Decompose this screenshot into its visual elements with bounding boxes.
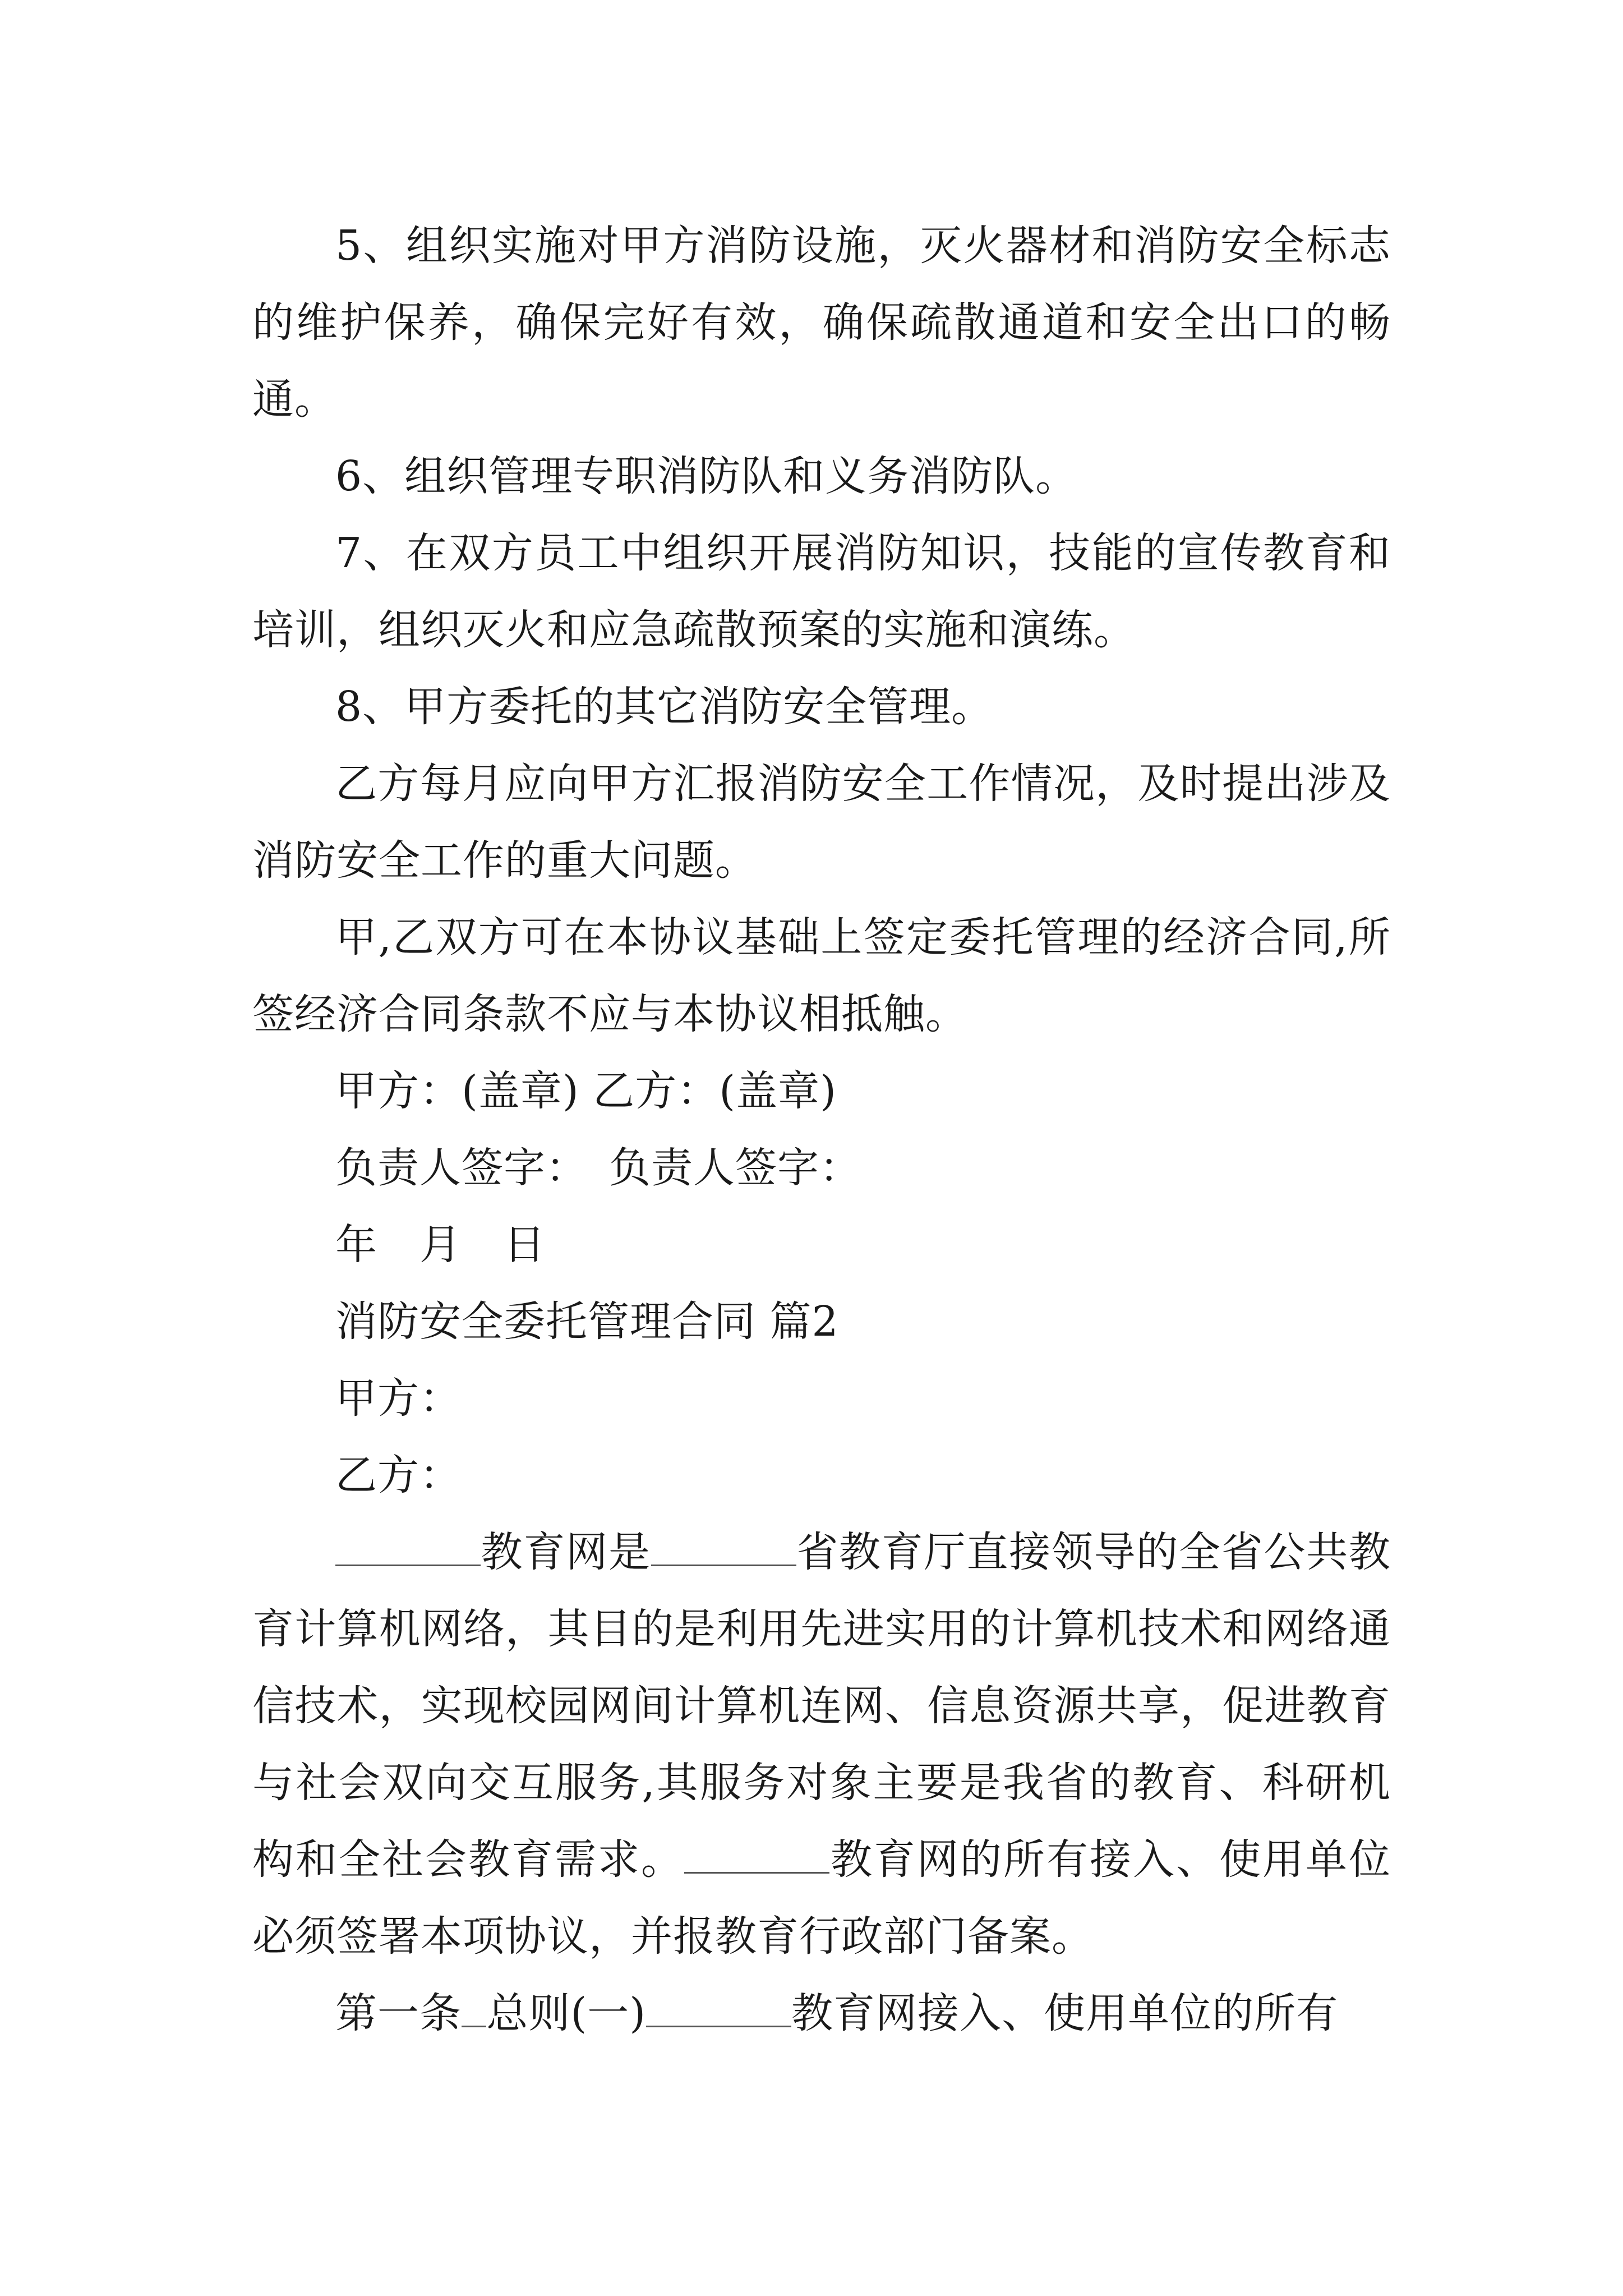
paragraph-report: 乙方每月应向甲方汇报消防安全工作情况，及时提出涉及消防安全工作的重大问题。	[252, 760, 1391, 885]
paragraph-economic-contract: 甲,乙双方可在本协议基础上签定委托管理的经济合同,所签经济合同条款不应与本协议相抵触。	[252, 913, 1391, 1038]
text-segment: 教育网是	[481, 1528, 651, 1576]
contract-title-2: 消防安全委托管理合同 篇2	[335, 1297, 839, 1346]
paragraph-education-network	[252, 1514, 1391, 1975]
text-segment: 总则(一)	[486, 1989, 647, 2037]
paragraph-article-one	[252, 1975, 1391, 2052]
blank-field	[684, 1833, 829, 1874]
paragraph-item-7: 7、在双方员工中组织开展消防知识，技能的宣传教育和培训，组织灭火和应急疏散预案的实施和演练。	[252, 529, 1391, 654]
text-segment: 省教育厅直接领导的全省公共教育计算机网络，其目的是利用先进实用的计算机技术和网络通信技术，实现校园网间计算机连网、信息资源共享，促进教育与社会双向交互服务,其服务对象主要是我省的教育、科研机构和全社会教育需求。	[252, 1528, 1391, 1884]
document-body	[252, 208, 1391, 2052]
text-segment: 第一条	[335, 1989, 462, 2037]
blank-field	[646, 1986, 791, 2027]
paragraph-item-5: 5、组织实施对甲方消防设施，灭火器材和消防安全标志的维护保养，确保完好有效，确保疏散通道和安全出口的畅通。	[252, 222, 1391, 424]
signature-seal-line: 甲方：(盖章) 乙方：(盖章)	[335, 1067, 837, 1115]
signature-person-line: 负责人签字： 负责人签字：	[335, 1144, 861, 1192]
paragraph-item-6: 6、组织管理专职消防队和义务消防队。	[335, 452, 1078, 500]
paragraph-item-8: 8、甲方委托的其它消防安全管理。	[335, 683, 994, 731]
text-segment: 教育网接入、使用单位的所有	[791, 1989, 1339, 2037]
blank-field	[651, 1525, 796, 1566]
date-line: 年 月 日	[335, 1221, 546, 1269]
blank-field	[335, 1525, 481, 1566]
party-a-line: 甲方：	[335, 1374, 462, 1423]
party-b-line: 乙方：	[335, 1451, 462, 1499]
text-segment: 教育网的所有接入、使用单位必须签署本项协议，并报教育行政部门备案。	[252, 1835, 1391, 1961]
blank-field	[462, 1986, 486, 2027]
